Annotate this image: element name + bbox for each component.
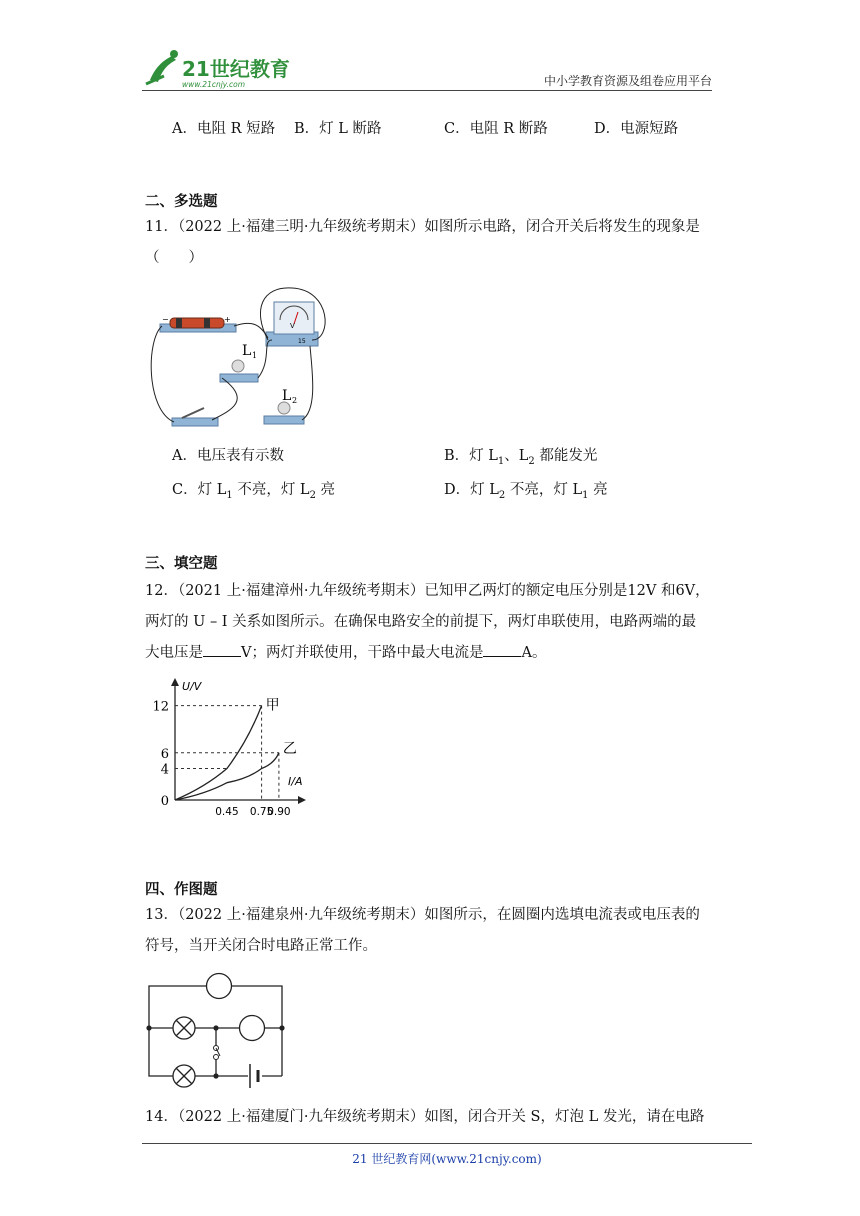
section-fill-blank: 三、填空题 (145, 556, 218, 572)
series-label: 乙 (282, 740, 297, 757)
lamp-icon (173, 1017, 195, 1039)
q11-stem-text: 11．（2022 上·福建三明·九年级统考期末）如图所示电路，闭合开关后将发生的现象是 (145, 219, 700, 235)
svg-text:1: 1 (252, 351, 258, 360)
y-tick-label: 12 (152, 699, 169, 715)
q12-stem (145, 576, 715, 669)
svg-text:+: + (224, 315, 231, 324)
q11-option-d: D．灯 $L_2$ 不亮，灯 $L_1$ 亮 (444, 482, 608, 501)
y-tick-label: 0 (160, 794, 169, 809)
y-axis-label: U/V (182, 680, 202, 693)
y-axis-arrow (171, 678, 179, 686)
q11-stem (145, 212, 715, 274)
battery-icon (248, 1064, 262, 1088)
q12-line3: 大电压是 V；两灯并联使用，干路中最大电流是 A。 (145, 638, 715, 669)
q10-option-b: B．灯 L 断路 (294, 121, 382, 137)
q12-blank-2[interactable] (483, 642, 521, 657)
svg-text:−: − (162, 315, 169, 324)
section-drawing: 四、作图题 (145, 882, 218, 898)
x-tick-label: 0.75 (249, 806, 274, 818)
q12-blank-1[interactable] (203, 642, 241, 657)
q14-stem (145, 1102, 715, 1133)
lamp-icon (173, 1065, 195, 1087)
svg-text:L: L (282, 388, 292, 404)
q10-option-d: D．电源短路 (594, 121, 679, 137)
q13-stem (145, 900, 715, 962)
y-tick-label: 4 (160, 762, 169, 778)
q10-option-c: C．电阻 R 断路 (444, 121, 548, 137)
x-axis-arrow (298, 796, 306, 804)
x-tick-label: 0.90 (267, 806, 291, 818)
footer-text: 21 世纪教育网(www.21cnjy.com) (352, 1152, 542, 1166)
series-label: 甲 (265, 697, 280, 714)
switch-icon (214, 1046, 221, 1060)
svg-text:15: 15 (298, 338, 306, 345)
q11-circuit-figure (142, 280, 342, 440)
q12-line1: 12．（2021 上·福建漳州·九年级统考期末）已知甲乙两灯的额定电压分别是12V 和6V， (145, 583, 710, 599)
meter-circle-top[interactable] (207, 974, 232, 999)
q12-line2: 两灯的 U – I 关系如图所示。在确保电路安全的前提下，两灯串联使用，电路两端的最 (145, 614, 697, 630)
q11-option-c: C．灯 $L_1$ 不亮，灯 $L_2$ 亮 (172, 482, 336, 501)
q13-circuit-figure (140, 968, 300, 1090)
q11-option-a: A．电压表有示数 (172, 448, 284, 464)
q13-line1: 13．（2022 上·福建泉州·九年级统考期末）如图所示，在圆圈内选填电流表或电压表的 (145, 907, 700, 923)
svg-text:2: 2 (292, 396, 298, 405)
logo-url: www.21cnjy.com (182, 80, 246, 89)
meter-circle-middle[interactable] (240, 1016, 265, 1041)
logo (142, 46, 302, 90)
section-multiple-choice: 二、多选题 (145, 194, 218, 210)
y-tick-label: 6 (160, 746, 169, 762)
platform-name: 中小学教育资源及组卷应用平台 (543, 74, 712, 88)
x-tick-label: 0.45 (215, 806, 239, 818)
svg-text:L: L (242, 343, 252, 359)
q13-line2: 符号，当开关闭合时电路正常工作。 (145, 938, 377, 954)
logo-text: 21世纪教育 (182, 57, 290, 81)
header-divider (142, 90, 712, 91)
q11-option-b: B．灯 $L_1$、$L_2$ 都能发光 (444, 448, 598, 467)
q11-paren: （ ） (145, 250, 203, 266)
x-axis-label: I/A (288, 775, 303, 788)
footer-divider (142, 1143, 752, 1144)
q10-option-a: A．电阻 R 短路 (172, 121, 276, 137)
svg-text:V: V (290, 322, 295, 330)
q14-line1: 14．（2022 上·福建厦门·九年级统考期末）如图，闭合开关 S，灯泡 L 发光，请在电路 (145, 1109, 705, 1125)
q12-ui-chart (150, 676, 320, 821)
